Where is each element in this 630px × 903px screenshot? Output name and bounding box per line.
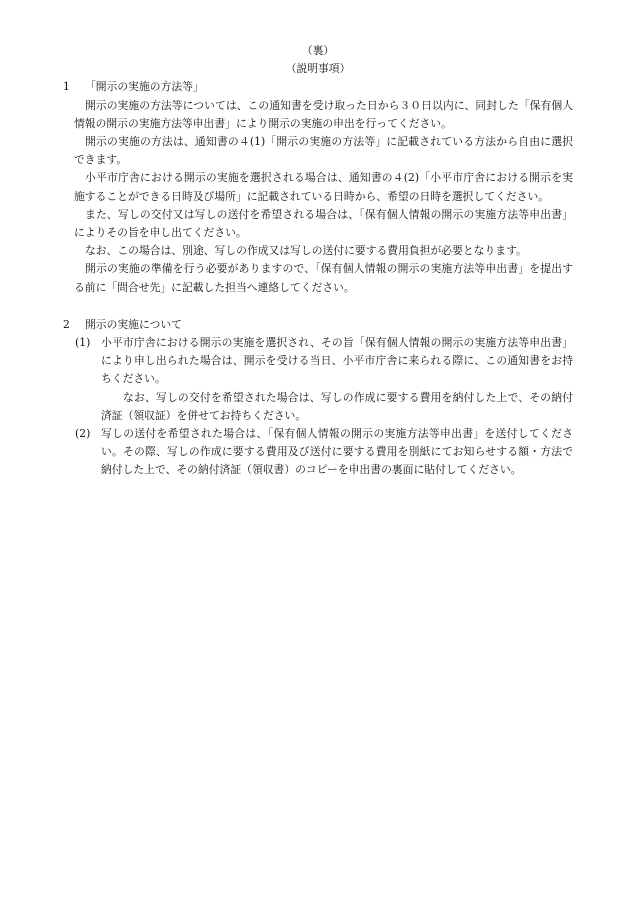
- item-number: (1): [75, 336, 91, 350]
- item-1-note: なお、写しの交付を希望された場合は、写しの作成に要する費用を納付した上で、その納付済証（領収証）を併せてお持ちください。: [101, 390, 573, 422]
- section-spacer: [63, 297, 573, 316]
- item-number: (2): [75, 427, 91, 441]
- section-1-heading: [63, 78, 573, 96]
- section-1-paragraph: なお、この場合は、別途、写しの作成又は写しの送付に要する費用負担が必要となります。: [85, 244, 527, 258]
- section-1-title: 「開示の実施の方法等」: [85, 80, 204, 94]
- document-body: [63, 42, 573, 480]
- section-1-paragraph: 小平市庁舎における開示の実施を選択される場合は、通知書の４(2)「小平市庁舎における開示を実施することができる日時及び場所」に記載されている日時から、希望の日時を選択してください。: [74, 171, 573, 203]
- section-1-paragraph: また、写しの交付又は写しの送付を希望される場合は、「保有個人情報の開示の実施方法等申出書」によりその旨を申し出てください。: [74, 207, 573, 240]
- section-1-number: 1: [63, 80, 70, 94]
- section-2-number: 2: [63, 317, 70, 331]
- item-text: 小平市庁舎における開示の実施を選択され、その旨「保有個人情報の開示の実施方法等申出書」により申し出られた場合は、開示を受ける当日、小平市庁舎に来られる際に、この通知書をお持ちください。: [101, 336, 573, 386]
- item-text: 写しの送付を希望された場合は、「保有個人情報の開示の実施方法等申出書」を送付してください。その際、写しの作成に要する費用及び送付に要する費用を別紙にてお知らせする額・方法で納付した上で、その納付済証（領収書）のコピーを申出書の裏面に貼付してください。: [101, 427, 573, 477]
- section-2-title: 開示の実施について: [85, 317, 182, 331]
- section-2-item-2: [63, 425, 573, 480]
- section-1-paragraph: 開示の実施の方法等については、この通知書を受け取った日から３０日以内に、同封した「保有個人情報の開示の実施方法等申出書」により開示の実施の申出を行ってください。: [74, 98, 573, 130]
- section-1-paragraph: 開示の実施の準備を行う必要がありますので、「保有個人情報の開示の実施方法等申出書」を提出する前に「問合せ先」に記載した担当へ連絡してください。: [74, 262, 573, 294]
- section-2-item-1: [63, 334, 573, 389]
- document-title: （説明事項）: [285, 62, 351, 76]
- section-1-paragraph: 開示の実施の方法は、通知書の４(1)「開示の実施の方法等」に記載されている方法から自由に選択できます。: [74, 135, 573, 167]
- section-2-heading: [63, 316, 573, 334]
- page-side-label: （裏）: [301, 44, 335, 57]
